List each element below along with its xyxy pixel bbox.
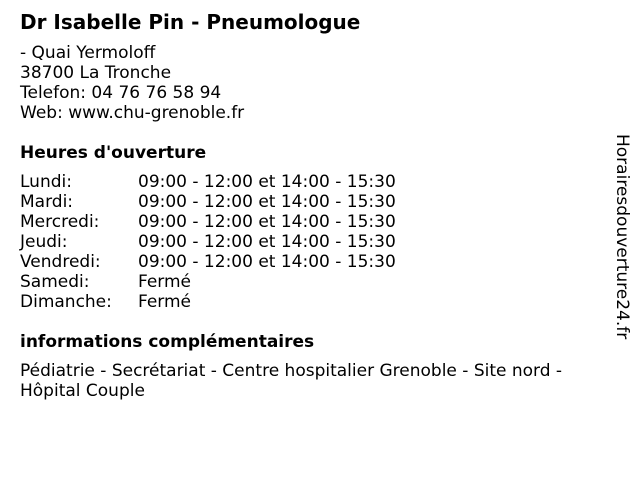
address-block [20, 43, 620, 123]
page-title: Dr Isabelle Pin - Pneumologue [20, 10, 361, 34]
day-label: Vendredi: [20, 252, 101, 272]
additional-info-text: Pédiatrie - Secrétariat - Centre hospitalier Grenoble - Site nord - Hôpital Couple [20, 361, 563, 401]
hours-row-thursday [20, 232, 620, 252]
time-value: Fermé [138, 272, 192, 292]
business-card [20, 10, 620, 401]
opening-hours-heading: Heures d'ouverture [20, 143, 207, 163]
time-value: 09:00 - 12:00 et 14:00 - 15:30 [138, 252, 396, 272]
city-address: 38700 La Tronche [20, 63, 172, 83]
day-label: Lundi: [20, 172, 72, 192]
hours-row-sunday [20, 292, 620, 312]
day-label: Mardi: [20, 192, 74, 212]
time-value: Fermé [138, 292, 192, 312]
hours-row-friday [20, 252, 620, 272]
hours-row-tuesday [20, 192, 620, 212]
opening-hours-table [20, 172, 620, 312]
day-label: Samedi: [20, 272, 90, 292]
time-value: 09:00 - 12:00 et 14:00 - 15:30 [138, 192, 396, 212]
phone-number: Telefon: 04 76 76 58 94 [20, 83, 222, 103]
time-value: 09:00 - 12:00 et 14:00 - 15:30 [138, 232, 396, 252]
street-address: - Quai Yermoloff [20, 43, 156, 63]
day-label: Jeudi: [20, 232, 68, 252]
hours-row-monday [20, 172, 620, 192]
hours-row-saturday [20, 272, 620, 292]
time-value: 09:00 - 12:00 et 14:00 - 15:30 [138, 172, 396, 192]
day-label: Dimanche: [20, 292, 112, 312]
time-value: 09:00 - 12:00 et 14:00 - 15:30 [138, 212, 396, 232]
website: Web: www.chu-grenoble.fr [20, 103, 245, 123]
day-label: Mercredi: [20, 212, 100, 232]
watermark-text: Horairesdouverture24.fr [612, 134, 632, 340]
additional-info-heading: informations complémentaires [20, 332, 315, 352]
hours-row-wednesday [20, 212, 620, 232]
